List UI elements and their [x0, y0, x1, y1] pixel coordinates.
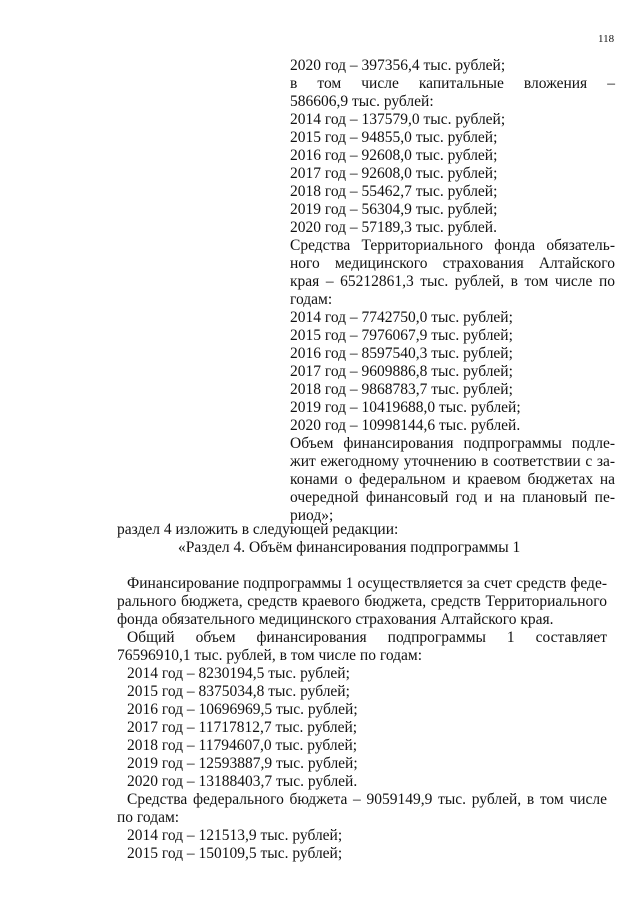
right-column-line: конами о федеральном и краевом бюджетах на [290, 471, 615, 488]
right-column-line: очередной финансовый год и на плановый пе- [290, 489, 615, 506]
body-line: 2017 год – 11717812,7 тыс. рублей; [127, 719, 358, 736]
right-column-line: 2014 год – 7742750,0 тыс. рублей; [290, 309, 513, 326]
body-line: 2015 год – 8375034,8 тыс. рублей; [127, 683, 350, 700]
body-line: 2019 год – 12593887,9 тыс. рублей; [127, 755, 358, 772]
right-column-line: 2017 год – 9609886,8 тыс. рублей; [290, 363, 513, 380]
body-line: рального бюджета, средств краевого бюджета, средств Территориального [117, 593, 607, 610]
body-line: 2014 год – 121513,9 тыс. рублей; [127, 827, 343, 844]
amendment-line: раздел 4 изложить в следующей редакции: [117, 521, 399, 538]
right-column-line: 2020 год – 10998144,6 тыс. рублей. [290, 417, 521, 434]
body-line: 2020 год – 13188403,7 тыс. рублей. [127, 773, 358, 790]
right-column-line: 2016 год – 92608,0 тыс. рублей; [290, 147, 498, 164]
right-column-line: Объем финансирования подпрограммы подле- [290, 435, 615, 452]
body-line: фонда обязательного медицинского страхования Алтайского края. [117, 611, 554, 628]
right-column-line: годам: [290, 291, 333, 308]
right-column-line: 2017 год – 92608,0 тыс. рублей; [290, 165, 498, 182]
right-column-line: 2015 год – 7976067,9 тыс. рублей; [290, 327, 513, 344]
body-line: 2014 год – 8230194,5 тыс. рублей; [127, 665, 350, 682]
right-column-line: Средства Территориального фонда обязатель- [290, 237, 615, 254]
right-column-line: 2020 год – 397356,4 тыс. рублей; [290, 57, 506, 74]
body-line: 76596910,1 тыс. рублей, в том числе по годам: [117, 647, 423, 664]
right-column-line: 2019 год – 10419688,0 тыс. рублей; [290, 399, 521, 416]
body-line: 2018 год – 11794607,0 тыс. рублей; [127, 737, 358, 754]
right-column-line: ного медицинского страхования Алтайского [290, 255, 615, 272]
right-column-line: 2019 год – 56304,9 тыс. рублей; [290, 201, 498, 218]
body-line: Финансирование подпрограммы 1 осуществляется за счет средств феде- [127, 575, 607, 592]
right-column-line: 2018 год – 9868783,7 тыс. рублей; [290, 381, 513, 398]
body-line: по годам: [117, 809, 180, 826]
right-column-line: 2014 год – 137579,0 тыс. рублей; [290, 111, 506, 128]
body-line: 2015 год – 150109,5 тыс. рублей; [127, 845, 343, 862]
right-column-line: жит ежегодному уточнению в соответствии с за- [290, 453, 615, 470]
section-heading: «Раздел 4. Объём финансирования подпрограммы 1 [178, 539, 521, 556]
right-column-line: 2020 год – 57189,3 тыс. рублей. [290, 219, 497, 236]
body-line: 2016 год – 10696969,5 тыс. рублей; [127, 701, 358, 718]
right-column-line: 2016 год – 8597540,3 тыс. рублей; [290, 345, 513, 362]
right-column-line: 2015 год – 94855,0 тыс. рублей; [290, 129, 498, 146]
right-column-line: риод»; [290, 507, 334, 524]
body-line: Общий объем финансирования подпрограммы 1 составляет [127, 629, 607, 646]
right-column-line: в том числе капитальные вложения – [290, 75, 615, 92]
body-line: Средства федерального бюджета – 9059149,9 тыс. рублей, в том числе [127, 791, 607, 808]
page-number: 118 [598, 33, 615, 45]
right-column-line: 2018 год – 55462,7 тыс. рублей; [290, 183, 498, 200]
right-column-line: 586606,9 тыс. рублей: [290, 93, 434, 110]
right-column-line: края – 65212861,3 тыс. рублей, в том числе по [290, 273, 615, 290]
